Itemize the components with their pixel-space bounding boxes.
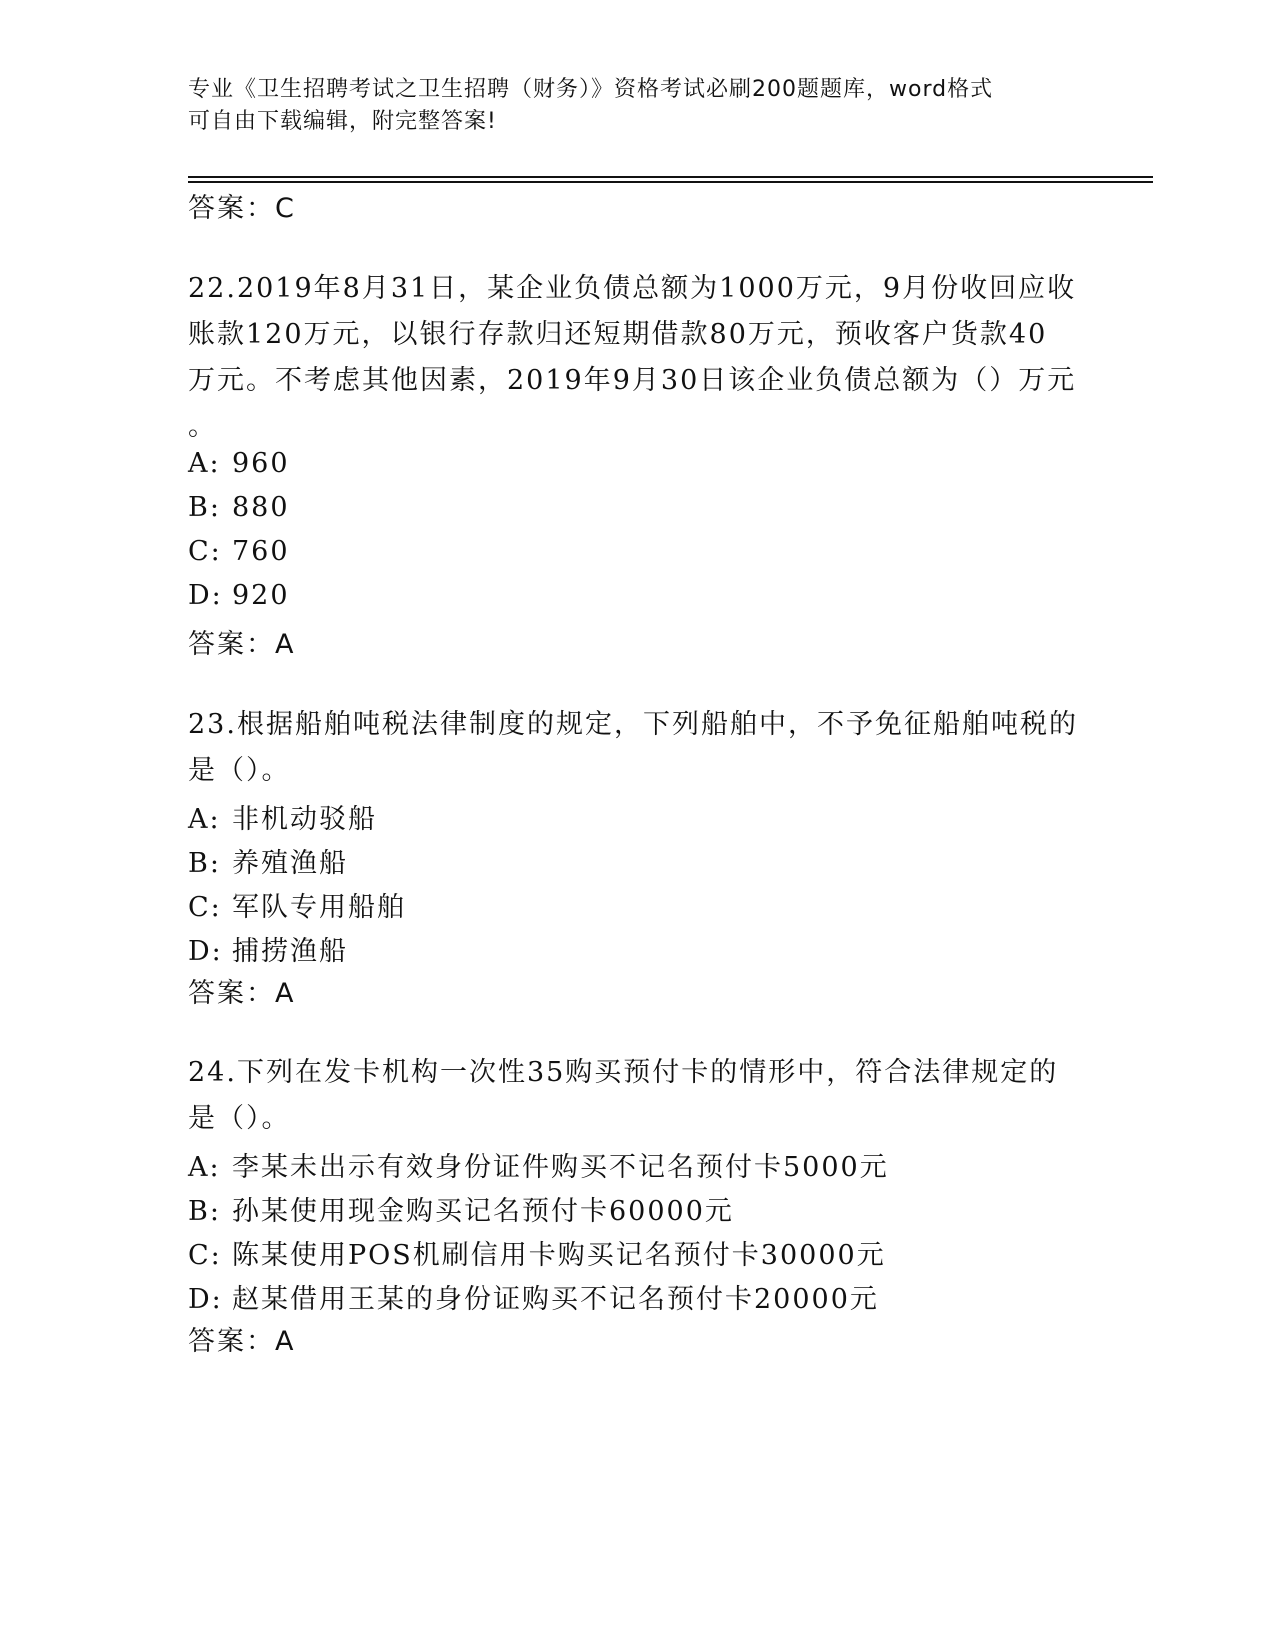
- option-text: 养殖渔船: [232, 848, 348, 879]
- option-letter: D:: [188, 580, 223, 611]
- header-line-2: 可自由下载编辑，附完整答案!: [188, 109, 497, 134]
- question-24: [188, 1050, 1088, 1142]
- option-text: 孙某使用现金购买记名预付卡60000元: [232, 1196, 734, 1227]
- question-line: 。: [188, 411, 217, 442]
- option-letter: C:: [188, 536, 222, 567]
- option-letter: C:: [188, 892, 222, 923]
- question-22: [188, 266, 1088, 450]
- answer-23: 答案：A: [188, 978, 296, 1009]
- option-text: 非机动驳船: [232, 804, 377, 835]
- option-letter: C:: [188, 1240, 222, 1271]
- question-line: 23.根据船舶吨税法律制度的规定，下列船舶中，不予免征船舶吨税的: [188, 709, 1078, 740]
- option-c: [188, 536, 290, 567]
- document-header: [188, 74, 1088, 138]
- answer-24: 答案：A: [188, 1326, 296, 1357]
- option-b: [188, 841, 348, 880]
- option-text: 陈某使用POS机刷信用卡购买记名预付卡30000元: [232, 1240, 886, 1271]
- header-line-1: 专业《卫生招聘考试之卫生招聘（财务）》资格考试必刷200题题库，word格式: [188, 77, 994, 102]
- option-letter: B:: [188, 848, 221, 879]
- option-d: [188, 580, 290, 611]
- option-a: [188, 797, 377, 836]
- option-letter: A:: [188, 1152, 221, 1183]
- option-letter: B:: [188, 1196, 221, 1227]
- option-text: 960: [232, 448, 290, 479]
- option-letter: A:: [188, 448, 221, 479]
- option-text: 920: [232, 580, 290, 611]
- option-c: [188, 885, 406, 924]
- option-letter: A:: [188, 804, 221, 835]
- answer-22: 答案：A: [188, 629, 296, 660]
- option-b: [188, 1189, 734, 1228]
- option-text: 赵某借用王某的身份证购买不记名预付卡20000元: [232, 1284, 879, 1315]
- option-a: [188, 1145, 889, 1184]
- question-line: 账款120万元，以银行存款归还短期借款80万元，预收客户货款40: [188, 319, 1048, 350]
- option-text: 捕捞渔船: [232, 936, 348, 967]
- option-b: [188, 492, 290, 523]
- question-line: 万元。不考虑其他因素，2019年9月30日该企业负债总额为（）万元: [188, 365, 1077, 396]
- question-line: 是（）。: [188, 755, 291, 786]
- header-divider-bottom: [188, 181, 1153, 183]
- option-letter: D:: [188, 1284, 223, 1315]
- option-a: [188, 448, 290, 479]
- option-text: 李某未出示有效身份证件购买不记名预付卡5000元: [232, 1152, 889, 1183]
- option-text: 军队专用船舶: [232, 892, 406, 923]
- option-text: 880: [232, 492, 290, 523]
- previous-answer: 答案：C: [188, 193, 296, 224]
- option-d: [188, 929, 348, 968]
- question-line: 24.下列在发卡机构一次性35购买预付卡的情形中，符合法律规定的: [188, 1057, 1059, 1088]
- option-text: 760: [232, 536, 290, 567]
- question-line: 22.2019年8月31日，某企业负债总额为1000万元，9月份收回应收: [188, 273, 1077, 304]
- option-c: [188, 1233, 886, 1272]
- option-d: [188, 1277, 879, 1316]
- question-23: [188, 702, 1088, 794]
- option-letter: B:: [188, 492, 221, 523]
- option-letter: D:: [188, 936, 223, 967]
- header-divider-top: [188, 176, 1153, 178]
- question-line: 是（）。: [188, 1103, 291, 1134]
